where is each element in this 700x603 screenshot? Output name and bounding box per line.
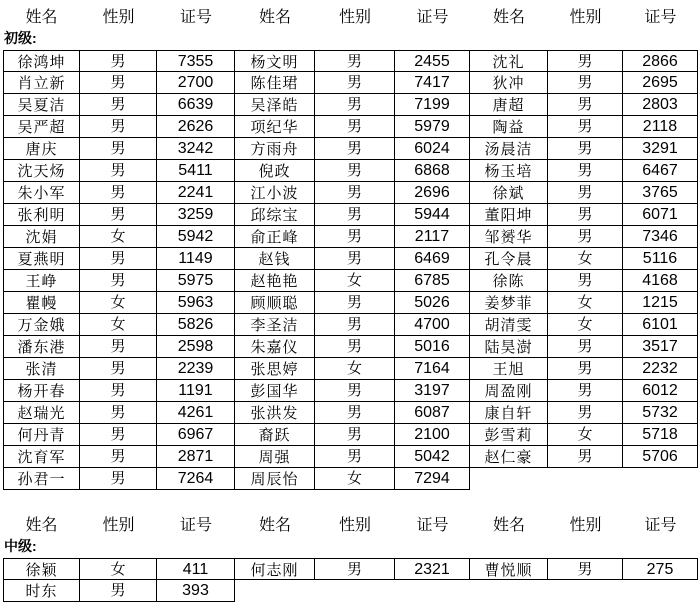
gender-cell: 男 (315, 336, 395, 358)
name-cell: 邹赟华 (470, 226, 548, 248)
gender-cell: 男 (315, 292, 395, 314)
cert-number-cell: 5979 (395, 116, 470, 138)
column-header-cert: 证号 (644, 9, 677, 26)
gender-cell: 男 (548, 446, 623, 468)
cert-number-cell: 6012 (623, 380, 698, 402)
name-cell: 沈天炀 (3, 160, 80, 182)
gender-cell: 男 (315, 402, 395, 424)
cert-number-cell: 2241 (157, 182, 235, 204)
cert-number-cell: 6101 (623, 314, 698, 336)
table-row (0, 558, 700, 580)
name-cell: 彭国华 (235, 380, 315, 402)
column-header-name: 姓名 (492, 9, 525, 26)
table-row (0, 160, 700, 182)
cert-number-cell: 7355 (157, 50, 235, 72)
cert-number-cell: 1191 (157, 380, 235, 402)
gender-cell: 男 (80, 182, 157, 204)
table-row (0, 424, 700, 446)
cert-number-cell: 2455 (395, 50, 470, 72)
cert-number-cell: 4700 (395, 314, 470, 336)
cert-number-cell: 2117 (395, 226, 470, 248)
gender-cell: 男 (548, 50, 623, 72)
table-row (0, 204, 700, 226)
gender-cell: 男 (315, 424, 395, 446)
column-header-name: 姓名 (492, 517, 525, 534)
gender-cell: 女 (315, 270, 395, 292)
cert-number-cell: 3291 (623, 138, 698, 160)
name-cell: 姜梦菲 (470, 292, 548, 314)
name-cell: 周强 (235, 446, 315, 468)
gender-cell: 男 (80, 72, 157, 94)
cert-number-cell: 3259 (157, 204, 235, 226)
name-cell: 狄冲 (470, 72, 548, 94)
gender-cell: 男 (80, 248, 157, 270)
gender-cell: 男 (80, 204, 157, 226)
gender-cell: 男 (548, 160, 623, 182)
table-header-intermediate (0, 514, 700, 538)
gender-cell: 男 (315, 138, 395, 160)
table-row (0, 116, 700, 138)
table-row (0, 358, 700, 380)
cert-number-cell: 5411 (157, 160, 235, 182)
gender-cell: 男 (80, 446, 157, 468)
cert-number-cell: 393 (157, 580, 235, 602)
cert-number-cell: 2696 (395, 182, 470, 204)
column-header-name: 姓名 (258, 517, 291, 534)
gender-cell: 男 (548, 358, 623, 380)
cert-number-cell: 2232 (623, 358, 698, 380)
gender-cell: 女 (548, 314, 623, 336)
table-row (0, 402, 700, 424)
cert-number-cell: 2700 (157, 72, 235, 94)
table-row (0, 468, 700, 490)
gender-cell: 女 (548, 248, 623, 270)
gender-cell: 男 (315, 94, 395, 116)
name-cell: 倪政 (235, 160, 315, 182)
gender-cell: 男 (80, 358, 157, 380)
gender-cell: 男 (548, 402, 623, 424)
name-cell: 沈礼 (470, 50, 548, 72)
gender-cell: 男 (315, 248, 395, 270)
table-row (0, 50, 700, 72)
cert-number-cell: 1149 (157, 248, 235, 270)
gender-cell: 男 (80, 94, 157, 116)
gender-cell: 女 (315, 468, 395, 490)
gender-cell: 男 (548, 94, 623, 116)
cert-number-cell: 5975 (157, 270, 235, 292)
cert-number-cell: 5718 (623, 424, 698, 446)
name-cell: 方雨舟 (235, 138, 315, 160)
name-cell: 董阳坤 (470, 204, 548, 226)
cert-number-cell: 6639 (157, 94, 235, 116)
cert-number-cell: 2871 (157, 446, 235, 468)
cert-number-cell: 6467 (623, 160, 698, 182)
gender-cell: 男 (548, 116, 623, 138)
gender-cell: 男 (315, 160, 395, 182)
name-cell: 裔跃 (235, 424, 315, 446)
cert-number-cell: 2100 (395, 424, 470, 446)
name-cell: 彭雪莉 (470, 424, 548, 446)
cert-number-cell: 6868 (395, 160, 470, 182)
gender-cell: 女 (80, 558, 157, 580)
cert-number-cell: 2803 (623, 94, 698, 116)
cert-number-cell: 7199 (395, 94, 470, 116)
section-label-junior: 初级: (4, 30, 37, 46)
cert-number-cell: 3197 (395, 380, 470, 402)
gender-cell: 男 (80, 580, 157, 602)
gender-cell: 男 (80, 402, 157, 424)
gender-cell: 女 (548, 424, 623, 446)
column-header-cert: 证号 (644, 517, 677, 534)
name-cell: 时东 (3, 580, 80, 602)
table-row (0, 336, 700, 358)
gender-cell: 男 (315, 314, 395, 336)
cert-number-cell: 5826 (157, 314, 235, 336)
cert-number-cell: 5963 (157, 292, 235, 314)
cert-number-cell: 5116 (623, 248, 698, 270)
name-cell: 张利明 (3, 204, 80, 226)
cert-number-cell: 7164 (395, 358, 470, 380)
table-row (0, 182, 700, 204)
gender-cell: 男 (315, 558, 395, 580)
table-row (0, 292, 700, 314)
cert-number-cell: 6785 (395, 270, 470, 292)
cert-number-cell: 2695 (623, 72, 698, 94)
name-cell: 李圣洁 (235, 314, 315, 336)
cert-number-cell: 7294 (395, 468, 470, 490)
column-header-cert: 证号 (416, 517, 449, 534)
name-cell: 赵仁豪 (470, 446, 548, 468)
name-cell: 邱综宝 (235, 204, 315, 226)
column-header-name: 姓名 (25, 9, 58, 26)
table-row (0, 446, 700, 468)
gender-cell: 男 (80, 116, 157, 138)
table-row (0, 72, 700, 94)
name-cell: 朱小军 (3, 182, 80, 204)
gender-cell: 男 (548, 72, 623, 94)
name-cell: 吴夏洁 (3, 94, 80, 116)
name-cell: 项纪华 (235, 116, 315, 138)
gender-cell: 男 (315, 50, 395, 72)
name-cell: 陆昊澍 (470, 336, 548, 358)
cert-number-cell: 2321 (395, 558, 470, 580)
column-header-gender: 性别 (569, 517, 602, 534)
gender-cell: 男 (548, 182, 623, 204)
cert-number-cell: 4168 (623, 270, 698, 292)
name-cell: 潘东港 (3, 336, 80, 358)
name-cell: 徐陈 (470, 270, 548, 292)
gender-cell: 女 (548, 292, 623, 314)
gender-cell: 女 (80, 314, 157, 336)
name-cell: 唐超 (470, 94, 548, 116)
name-cell: 杨开春 (3, 380, 80, 402)
cert-number-cell: 3765 (623, 182, 698, 204)
cert-number-cell: 5942 (157, 226, 235, 248)
name-cell: 康自轩 (470, 402, 548, 424)
name-cell: 胡清雯 (470, 314, 548, 336)
column-header-name: 姓名 (258, 9, 291, 26)
gender-cell: 男 (315, 226, 395, 248)
gender-cell: 女 (315, 358, 395, 380)
column-header-gender: 性别 (102, 517, 135, 534)
cert-number-cell: 7346 (623, 226, 698, 248)
table-row (0, 248, 700, 270)
name-cell: 万金娥 (3, 314, 80, 336)
gender-cell: 男 (80, 336, 157, 358)
table-row (0, 270, 700, 292)
name-cell: 孙君一 (3, 468, 80, 490)
cert-number-cell: 2866 (623, 50, 698, 72)
cert-number-cell: 5706 (623, 446, 698, 468)
gender-cell: 男 (315, 204, 395, 226)
name-cell: 何丹青 (3, 424, 80, 446)
gender-cell: 男 (315, 116, 395, 138)
column-header-gender: 性别 (338, 517, 371, 534)
column-header-cert: 证号 (416, 9, 449, 26)
column-header-cert: 证号 (179, 9, 212, 26)
name-cell: 徐斌 (470, 182, 548, 204)
gender-cell: 男 (548, 204, 623, 226)
gender-cell: 男 (315, 182, 395, 204)
name-cell: 唐庆 (3, 138, 80, 160)
gender-cell: 男 (548, 336, 623, 358)
name-cell: 陶益 (470, 116, 548, 138)
name-cell: 张洪发 (235, 402, 315, 424)
name-cell: 吴泽皓 (235, 94, 315, 116)
name-cell: 曹悦顺 (470, 558, 548, 580)
name-cell: 朱嘉仪 (235, 336, 315, 358)
name-cell: 瞿幔 (3, 292, 80, 314)
gender-cell: 男 (548, 558, 623, 580)
table-row (0, 580, 700, 602)
column-header-gender: 性别 (569, 9, 602, 26)
gender-cell: 女 (80, 292, 157, 314)
name-cell: 肖立新 (3, 72, 80, 94)
gender-cell: 男 (315, 72, 395, 94)
name-cell: 赵瑞光 (3, 402, 80, 424)
name-cell: 王旭 (470, 358, 548, 380)
name-cell: 赵艳艳 (235, 270, 315, 292)
name-cell: 孔令晨 (470, 248, 548, 270)
name-cell: 杨文明 (235, 50, 315, 72)
name-cell: 徐鸿坤 (3, 50, 80, 72)
gender-cell: 男 (548, 380, 623, 402)
gender-cell: 男 (80, 270, 157, 292)
column-header-cert: 证号 (179, 517, 212, 534)
cert-number-cell: 5026 (395, 292, 470, 314)
gender-cell: 男 (80, 424, 157, 446)
gender-cell: 男 (80, 138, 157, 160)
name-cell: 杨玉培 (470, 160, 548, 182)
cert-number-cell: 2626 (157, 116, 235, 138)
cert-number-cell: 6071 (623, 204, 698, 226)
name-cell: 王峥 (3, 270, 80, 292)
name-cell: 夏燕明 (3, 248, 80, 270)
gender-cell: 男 (80, 468, 157, 490)
cert-number-cell: 3517 (623, 336, 698, 358)
name-cell: 张清 (3, 358, 80, 380)
name-cell: 吴严超 (3, 116, 80, 138)
cert-number-cell: 2239 (157, 358, 235, 380)
table-row (0, 226, 700, 248)
gender-cell: 男 (80, 160, 157, 182)
cert-number-cell: 6469 (395, 248, 470, 270)
name-cell: 俞正峰 (235, 226, 315, 248)
name-cell: 张思婷 (235, 358, 315, 380)
name-cell: 赵钱 (235, 248, 315, 270)
gender-cell: 女 (80, 226, 157, 248)
cert-number-cell: 7264 (157, 468, 235, 490)
gender-cell: 男 (315, 380, 395, 402)
cert-number-cell: 7417 (395, 72, 470, 94)
name-cell: 汤晨洁 (470, 138, 548, 160)
gender-cell: 男 (80, 380, 157, 402)
column-header-gender: 性别 (102, 9, 135, 26)
column-header-gender: 性别 (338, 9, 371, 26)
section-label-intermediate: 中级: (4, 538, 37, 554)
gender-cell: 男 (80, 50, 157, 72)
name-cell: 顾顺聪 (235, 292, 315, 314)
table-header-junior (0, 6, 700, 30)
cert-number-cell: 3242 (157, 138, 235, 160)
cert-number-cell: 5944 (395, 204, 470, 226)
table-row (0, 94, 700, 116)
cert-number-cell: 6024 (395, 138, 470, 160)
gender-cell: 男 (548, 270, 623, 292)
name-cell: 沈育军 (3, 446, 80, 468)
gender-cell: 男 (315, 446, 395, 468)
cert-number-cell: 6087 (395, 402, 470, 424)
cert-number-cell: 5732 (623, 402, 698, 424)
table-row (0, 138, 700, 160)
name-cell: 周辰怡 (235, 468, 315, 490)
table-row (0, 380, 700, 402)
name-cell: 沈娟 (3, 226, 80, 248)
cert-number-cell: 275 (623, 558, 698, 580)
cert-number-cell: 2598 (157, 336, 235, 358)
column-header-name: 姓名 (25, 517, 58, 534)
name-cell: 徐颖 (3, 558, 80, 580)
cert-number-cell: 411 (157, 558, 235, 580)
gender-cell: 男 (548, 138, 623, 160)
name-cell: 何志刚 (235, 558, 315, 580)
cert-number-cell: 4261 (157, 402, 235, 424)
cert-number-cell: 2118 (623, 116, 698, 138)
cert-number-cell: 5016 (395, 336, 470, 358)
table-row (0, 314, 700, 336)
name-cell: 周盈刚 (470, 380, 548, 402)
cert-number-cell: 1215 (623, 292, 698, 314)
cert-number-cell: 5042 (395, 446, 470, 468)
name-cell: 江小波 (235, 182, 315, 204)
gender-cell: 男 (548, 226, 623, 248)
cert-number-cell: 6967 (157, 424, 235, 446)
name-cell: 陈佳珺 (235, 72, 315, 94)
